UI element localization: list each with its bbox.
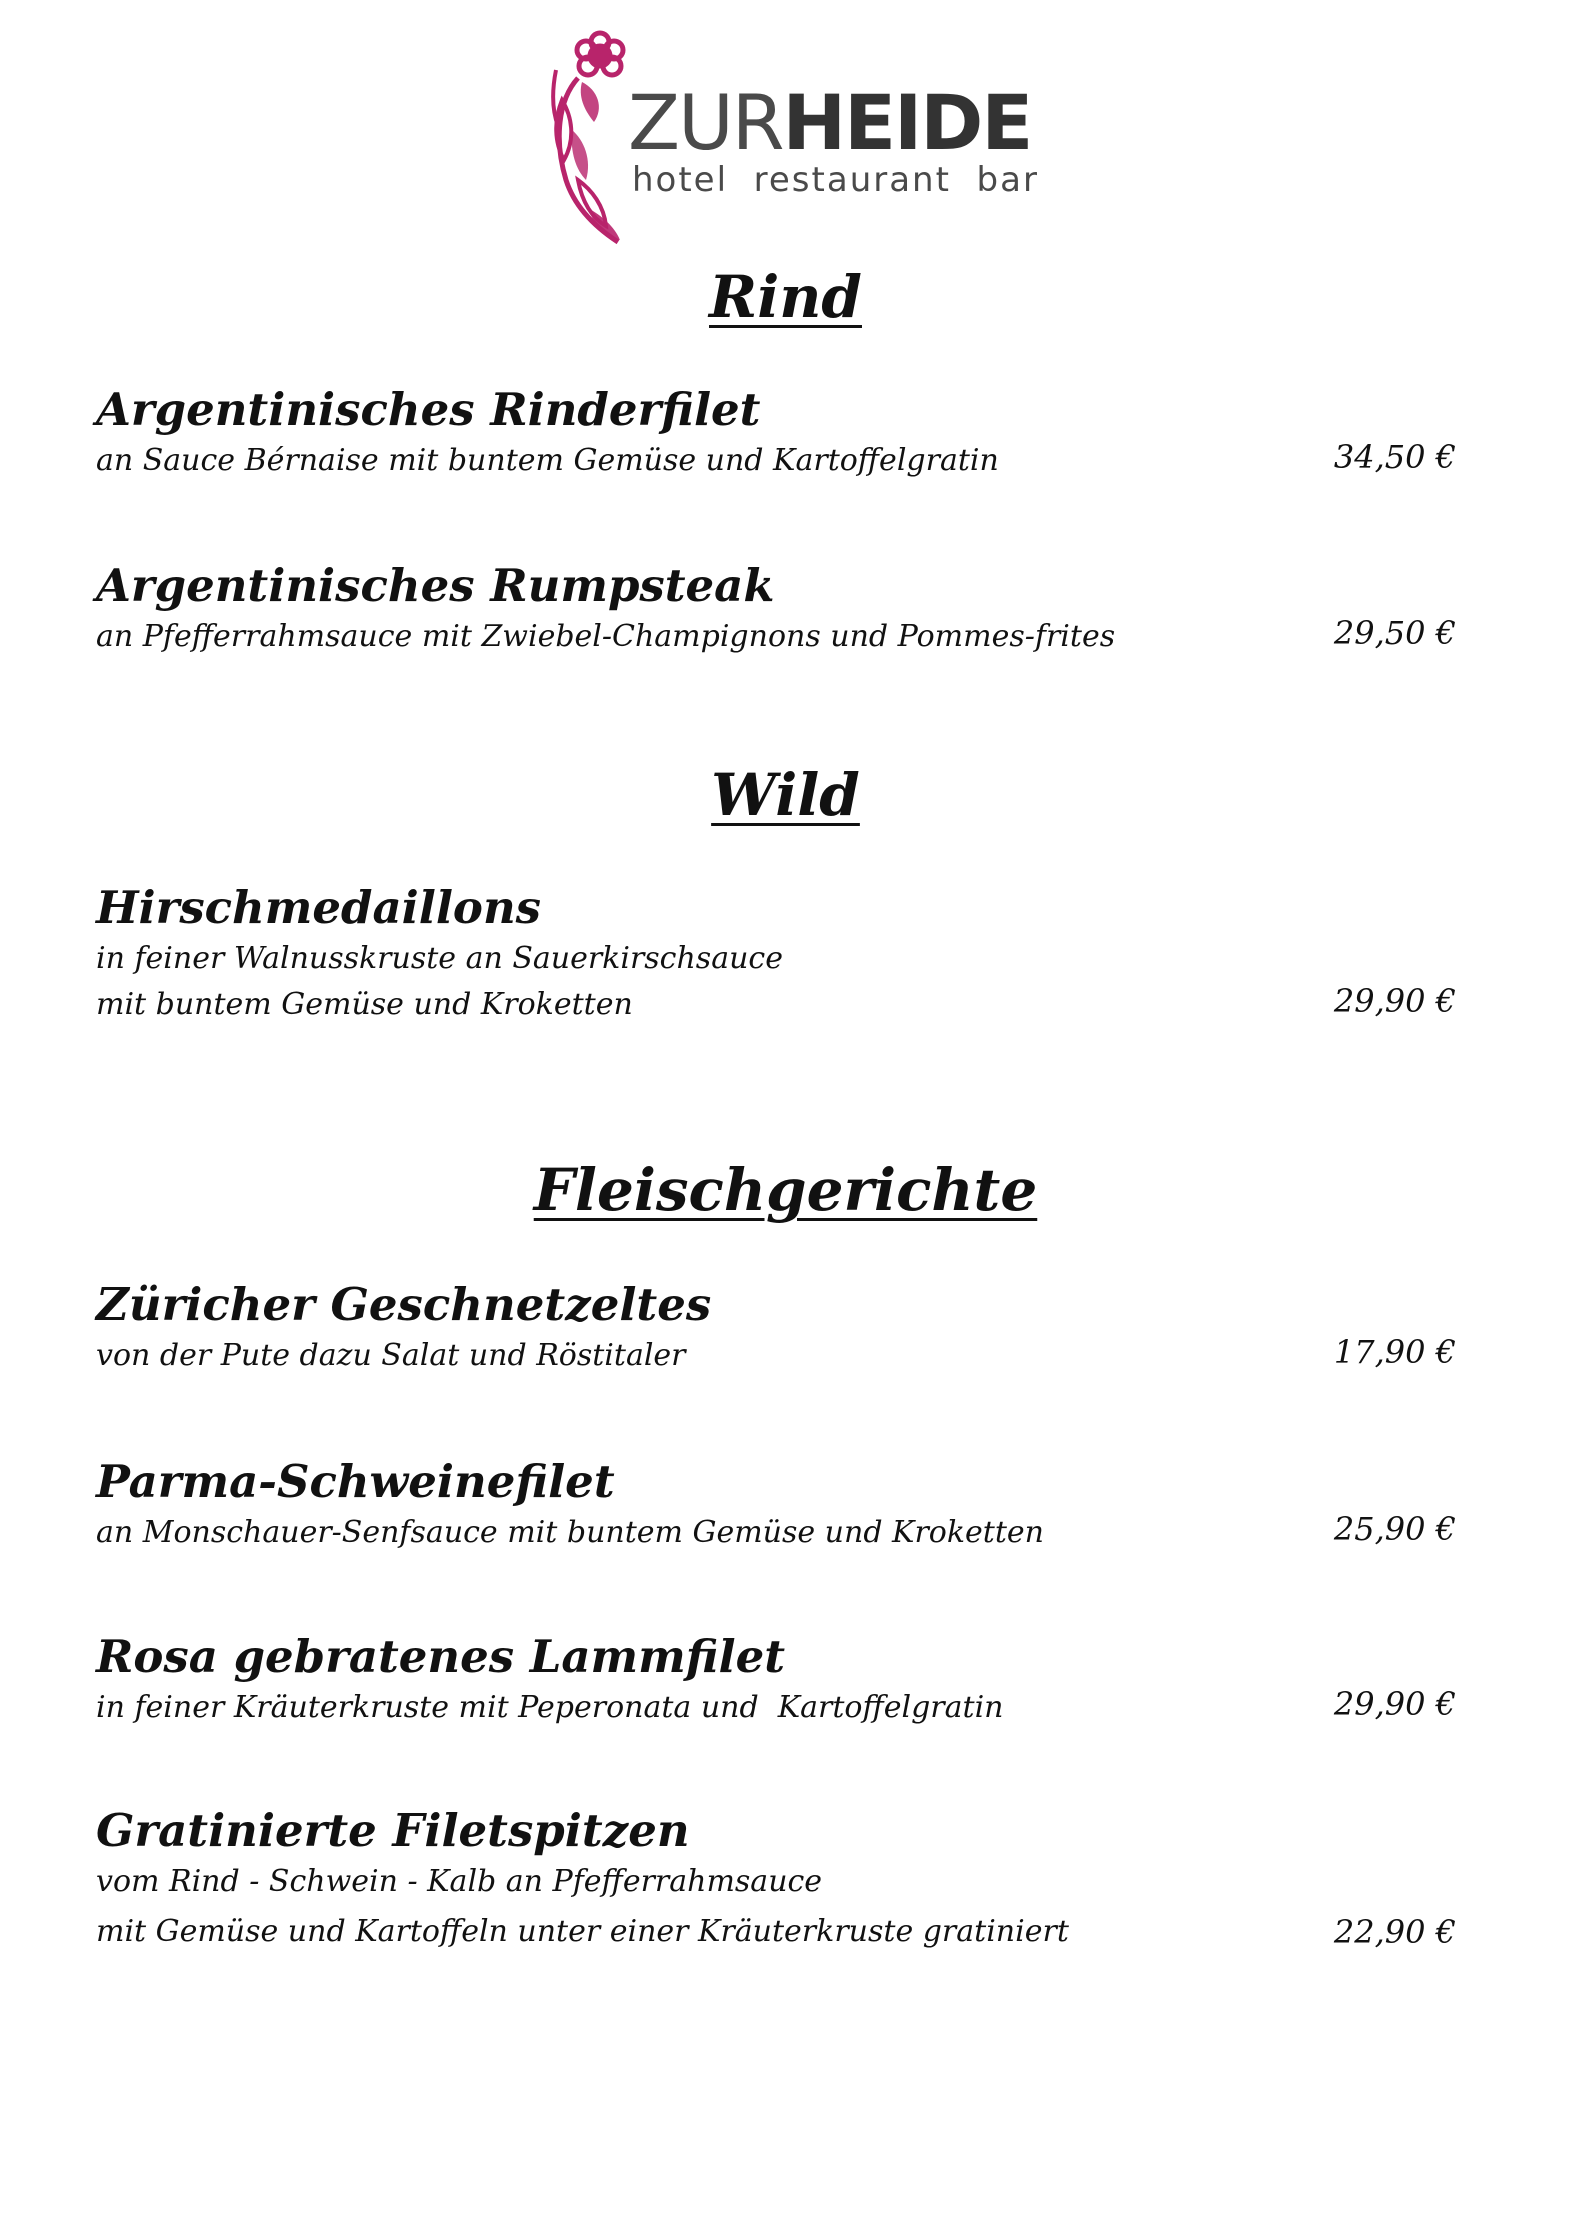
menu-item bbox=[96, 1454, 1456, 1556]
menu-item bbox=[96, 382, 1456, 484]
item-description: an Sauce Bérnaise mit buntem Gemüse und Kartoffelgratin bbox=[96, 443, 999, 478]
item-price: 25,90 € bbox=[1333, 1510, 1456, 1548]
item-description: in feiner Walnusskruste an Sauerkirschsauce bbox=[96, 941, 783, 976]
item-price: 29,90 € bbox=[1333, 982, 1456, 1020]
menu-item bbox=[96, 1803, 1456, 1959]
item-description: in feiner Kräuterkruste mit Peperonata und Kartoffelgratin bbox=[96, 1690, 1004, 1725]
item-description: mit Gemüse und Kartoffeln unter einer Kräuterkruste gratiniert bbox=[96, 1914, 1069, 1949]
item-name: Züricher Geschnetzeltes bbox=[96, 1278, 712, 1331]
logo-brand-light: ZUR bbox=[628, 78, 783, 167]
item-description: mit buntem Gemüse und Kroketten bbox=[96, 987, 633, 1022]
menu-item bbox=[96, 1277, 1456, 1379]
section-heading-fleischgerichte: Fleischgerichte bbox=[533, 1156, 1038, 1224]
item-name: Parma-Schweinefilet bbox=[96, 1455, 615, 1508]
logo-wordmark bbox=[628, 78, 1032, 167]
item-price: 22,90 € bbox=[1333, 1913, 1456, 1951]
item-description: an Monschauer-Senfsauce mit buntem Gemüse und Kroketten bbox=[96, 1515, 1044, 1550]
menu-item bbox=[96, 1629, 1456, 1731]
restaurant-logo bbox=[548, 30, 1048, 250]
section-heading-rind: Rind bbox=[709, 263, 862, 331]
item-name: Argentinisches Rinderfilet bbox=[96, 383, 761, 436]
item-description: an Pfefferrahmsauce mit Zwiebel-Champignons und Pommes-frites bbox=[96, 619, 1116, 654]
item-name: Gratinierte Filetspitzen bbox=[96, 1804, 690, 1857]
logo-tagline: hotel restaurant bar bbox=[632, 160, 1039, 200]
item-description: von der Pute dazu Salat und Röstitaler bbox=[96, 1338, 686, 1373]
item-name: Rosa gebratenes Lammfilet bbox=[96, 1630, 786, 1683]
item-price: 29,50 € bbox=[1333, 614, 1456, 652]
item-price: 34,50 € bbox=[1333, 438, 1456, 476]
item-description: vom Rind - Schwein - Kalb an Pfefferrahmsauce bbox=[96, 1864, 823, 1899]
logo-brand-bold: HEIDE bbox=[782, 78, 1032, 167]
item-name: Argentinisches Rumpsteak bbox=[96, 559, 775, 612]
menu-item bbox=[96, 880, 1456, 1028]
section-heading-wild: Wild bbox=[711, 761, 860, 829]
item-price: 17,90 € bbox=[1333, 1333, 1456, 1371]
item-name: Hirschmedaillons bbox=[96, 881, 541, 934]
rose-logo-icon bbox=[548, 30, 638, 250]
menu-item bbox=[96, 558, 1456, 660]
item-price: 29,90 € bbox=[1333, 1685, 1456, 1723]
